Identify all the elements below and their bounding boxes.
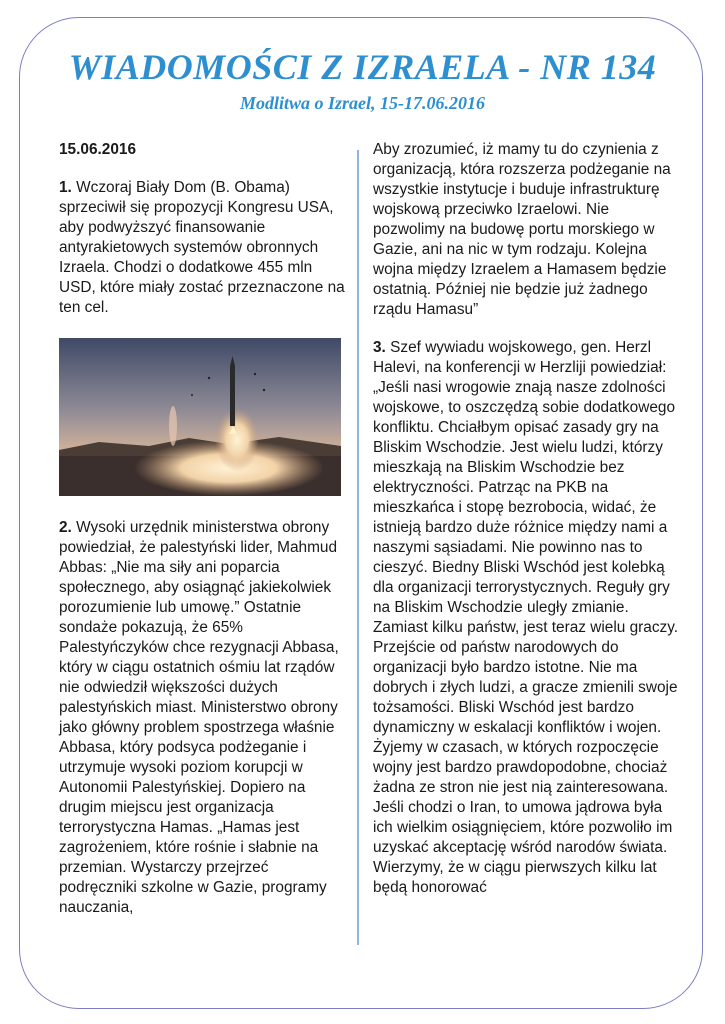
column-divider — [357, 150, 359, 945]
right-column — [373, 140, 683, 898]
news-item-2 — [59, 518, 349, 918]
news-item-text: Szef wywiadu wojskowego, gen. Herzl Halevi, na konferencji w Herzliji powiedział: „Jeśli nasi wrogowie znają nasze zdolności wojskowe, to oszczędzą sobie dodatkowego konfliktu. Chciałbym opisać zasady gry na Bliskim Wschodzie. Jest wielu ludzi, którzy mieszkają na Bliskim Wschodzie bez elektryczności. Patrząc na PKB na mieszkańca i stopę bezrobocia, widać, że istnieją bardzo duże różnice między nami a naszymi sąsiadami. Nie powinno nas to cieszyć. Biedny Bliski Wschód jest kolebką dla organizacji terrorystycznych. Reguły gry na Bliskim Wschodzie uległy zmianie. Zamiast kilku państw, jest teraz wielu graczy. Przejście od państw narodowych do organizacji było bardzo istotne. Nie ma dobrych i złych ludzi, a gracze zmienili swoje tożsamości. Bliski Wschód jest bardzo dynamiczny w eskalacji konfliktów i wojen. Żyjemy w czasach, w których rozpoczęcie wojny jest bardzo prawdopodobne, chociaż żadna ze stron nie jest nią zainteresowana. Jeśli chodzi o Iran, to umowa jądrowa była ich wielkim osiągnięciem, które pozwoliło im uzyskać akceptację wśród narodów świata. Wierzymy, że w ciągu pierwszych kilku lat będą honorować — [373, 339, 679, 896]
news-item-number: 2. — [59, 519, 72, 536]
news-item-text: Wczoraj Biały Dom (B. Obama) sprzeciwił się propozycji Kongresu USA, aby podwyższyć finansowanie antyrakietowych systemów obronnych Izraela. Chodzi o dodatkowe 455 mln USD, które miały zostać przeznaczone na ten cel. — [59, 179, 345, 316]
page-title: WIADOMOŚCI Z IZRAELA - NR 134 — [68, 47, 657, 87]
news-item-number: 1. — [59, 179, 72, 196]
news-item-1 — [59, 178, 349, 318]
news-item-text: Wysoki urzędnik ministerstwa obrony powiedział, że palestyński lider, Mahmud Abbas: „Nie ma siły ani poparcia społecznego, aby osiągnąć jakiekolwiek porozumienie lub umowę.” Ostatnie sondaże pokazują, że 65% Palestyńczyków chce rezygnacji Abbasa, który w ciągu ostatnich ośmiu lat rządów nie odwiedził większości dużych palestyńskich miast. Ministerstwo obrony jako główny problem spostrzega właśnie Abbasa, który podsyca podżeganie i utrzymuje wysoki poziom korupcji w Autonomii Palestyńskiej. Dopiero na drugim miejscu jest organizacja terrorystyczna Hamas. „Hamas jest zagrożeniem, które rośnie i słabnie na przemian. Wystarczy przejrzeć podręczniki szkolne w Gazie, programy nauczania, — [59, 519, 339, 916]
news-item-3 — [373, 338, 683, 898]
left-column — [59, 140, 349, 318]
article-date: 15.06.2016 — [59, 141, 137, 158]
news-item-2-continuation: Aby zrozumieć, iż mamy tu do czynienia z organizacją, która rozszerza podżeganie na wszystkie instytucje i buduje infrastrukturę wojskową przeciwko Izraelowi. Nie pozwolimy na budowę portu morskiego w Gazie, ani na nic w tym rodzaju. Kolejna wojna między Izraelem a Hamasem będzie ostatnią. Później nie będzie już żadnego rządu Hamasu” — [373, 141, 671, 318]
page-subtitle: Modlitwa o Izrael, 15-17.06.2016 — [239, 93, 485, 113]
news-item-number: 3. — [373, 339, 386, 356]
missile-launch-photo — [59, 338, 341, 496]
left-column-lower — [59, 518, 349, 918]
